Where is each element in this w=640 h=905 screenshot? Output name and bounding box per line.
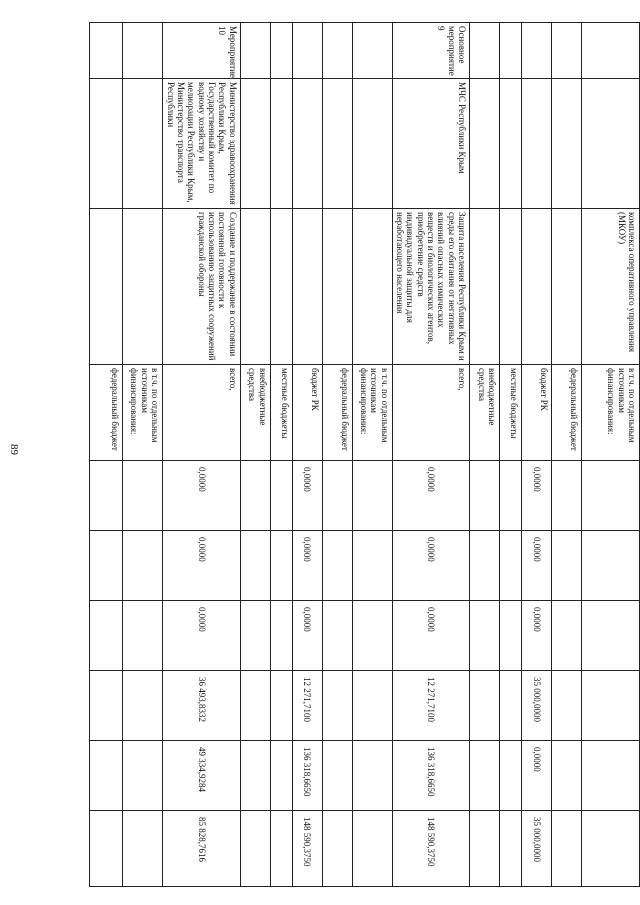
row-label-cell	[522, 23, 552, 79]
responsible-cell	[240, 79, 270, 209]
table-row	[240, 23, 270, 887]
responsible-cell	[292, 79, 322, 209]
value-cell	[470, 531, 500, 601]
value-cell	[123, 461, 163, 531]
source-cell: внебюджетные средства	[240, 365, 270, 461]
source-cell: в т.ч. по отдельным источникам финансирования:	[352, 365, 392, 461]
value-cell: 0,0000	[522, 461, 552, 531]
activity-cell: Создание и поддержание в состоянии постоянной готовности к использованию защитных сооружений гражданской обороны	[163, 209, 240, 365]
row-label-cell	[470, 23, 500, 79]
value-cell: 36 493,8332	[163, 671, 240, 741]
value-cell: 12 271,7100	[392, 671, 469, 741]
value-cell	[552, 461, 582, 531]
value-cell: 49 334,9284	[163, 741, 240, 811]
value-cell	[582, 461, 640, 531]
value-cell	[582, 741, 640, 811]
value-cell	[500, 531, 522, 601]
value-cell: 0,0000	[522, 531, 552, 601]
row-label-cell	[352, 23, 392, 79]
value-cell	[123, 601, 163, 671]
value-cell	[270, 531, 292, 601]
source-cell: всего,	[392, 365, 469, 461]
page-number: 89	[8, 444, 20, 455]
value-cell	[552, 741, 582, 811]
value-cell	[90, 811, 123, 887]
row-label-cell	[123, 23, 163, 79]
table-row	[522, 23, 552, 887]
value-cell	[582, 811, 640, 887]
row-label-cell	[90, 23, 123, 79]
row-label-cell	[292, 23, 322, 79]
budget-table-sheet	[105, 22, 640, 886]
responsible-cell	[322, 79, 352, 209]
value-cell: 0,0000	[522, 601, 552, 671]
value-cell	[352, 741, 392, 811]
activity-cell	[522, 209, 552, 365]
row-label-cell	[240, 23, 270, 79]
table-row	[470, 23, 500, 887]
row-label-cell	[322, 23, 352, 79]
value-cell	[500, 811, 522, 887]
responsible-cell	[470, 79, 500, 209]
source-cell: федеральный бюджет	[90, 365, 123, 461]
value-cell	[470, 671, 500, 741]
value-cell	[470, 461, 500, 531]
value-cell	[470, 741, 500, 811]
table-row	[163, 23, 240, 887]
value-cell	[552, 671, 582, 741]
value-cell	[270, 671, 292, 741]
value-cell: 0,0000	[392, 531, 469, 601]
source-cell: бюджет РК	[522, 365, 552, 461]
value-cell: 85 828,7616	[163, 811, 240, 887]
value-cell	[90, 461, 123, 531]
value-cell	[270, 811, 292, 887]
value-cell	[322, 741, 352, 811]
table-row	[582, 23, 640, 887]
responsible-cell: Министерство здравоохранения Республики Крым, Государственный комитет по водному хозяйству и мелиорации Республики Крым, Министерство транспорта Республики	[163, 79, 240, 209]
value-cell	[552, 811, 582, 887]
row-label-cell	[500, 23, 522, 79]
value-cell	[500, 741, 522, 811]
row-label-cell: Мероприятие 10	[163, 23, 240, 79]
value-cell	[322, 601, 352, 671]
value-cell: 12 271,7100	[292, 671, 322, 741]
value-cell	[352, 601, 392, 671]
responsible-cell	[123, 79, 163, 209]
value-cell	[240, 741, 270, 811]
activity-cell	[470, 209, 500, 365]
value-cell	[582, 671, 640, 741]
budget-table	[89, 22, 640, 887]
activity-cell	[123, 209, 163, 365]
value-cell	[470, 811, 500, 887]
row-label-cell: Основное мероприятие 9	[392, 23, 469, 79]
value-cell	[90, 741, 123, 811]
value-cell	[352, 531, 392, 601]
value-cell	[500, 461, 522, 531]
value-cell	[90, 531, 123, 601]
activity-cell	[240, 209, 270, 365]
value-cell: 0,0000	[163, 531, 240, 601]
value-cell	[123, 741, 163, 811]
table-row	[500, 23, 522, 887]
responsible-cell	[522, 79, 552, 209]
value-cell: 0,0000	[392, 461, 469, 531]
table-row	[322, 23, 352, 887]
source-cell: внебюджетные средства	[470, 365, 500, 461]
activity-cell	[90, 209, 123, 365]
table-row	[352, 23, 392, 887]
value-cell	[240, 531, 270, 601]
value-cell	[240, 601, 270, 671]
responsible-cell	[270, 79, 292, 209]
responsible-cell	[582, 79, 640, 209]
value-cell: 0,0000	[163, 601, 240, 671]
value-cell: 136 318,6650	[392, 741, 469, 811]
activity-cell	[322, 209, 352, 365]
value-cell: 0,0000	[292, 601, 322, 671]
value-cell: 0,0000	[163, 461, 240, 531]
row-label-cell	[270, 23, 292, 79]
value-cell: 148 590,3750	[392, 811, 469, 887]
value-cell: 136 318,6650	[292, 741, 322, 811]
value-cell	[500, 671, 522, 741]
responsible-cell	[352, 79, 392, 209]
value-cell	[270, 461, 292, 531]
source-cell: федеральный бюджет	[322, 365, 352, 461]
source-cell: бюджет РК	[292, 365, 322, 461]
responsible-cell: МЧС Республики Крым	[392, 79, 469, 209]
value-cell	[582, 531, 640, 601]
value-cell	[123, 531, 163, 601]
activity-cell	[292, 209, 322, 365]
value-cell: 0,0000	[392, 601, 469, 671]
source-cell: федеральный бюджет	[552, 365, 582, 461]
value-cell	[270, 741, 292, 811]
source-cell: местные бюджеты	[270, 365, 292, 461]
responsible-cell	[90, 79, 123, 209]
activity-cell: Защита населения Республики Крым и среды его обитания от негативных влияний опасных химических веществ и биологических агентов, приобретение средств индивидуальной защиты для неработающего населения	[392, 209, 469, 365]
value-cell: 0,0000	[292, 531, 322, 601]
responsible-cell	[552, 79, 582, 209]
table-row	[123, 23, 163, 887]
activity-cell	[352, 209, 392, 365]
value-cell	[240, 461, 270, 531]
value-cell	[322, 671, 352, 741]
table-row	[270, 23, 292, 887]
value-cell	[552, 531, 582, 601]
table-row	[292, 23, 322, 887]
source-cell: всего,	[163, 365, 240, 461]
activity-cell	[270, 209, 292, 365]
value-cell: 0,0000	[522, 741, 552, 811]
value-cell	[352, 461, 392, 531]
source-cell: местные бюджеты	[500, 365, 522, 461]
value-cell: 35 000,0000	[522, 811, 552, 887]
value-cell: 0,0000	[292, 461, 322, 531]
value-cell	[322, 461, 352, 531]
value-cell: 35 000,0000	[522, 671, 552, 741]
value-cell: 148 590,3750	[292, 811, 322, 887]
value-cell	[240, 671, 270, 741]
value-cell	[123, 671, 163, 741]
source-cell: в т.ч. по отдельным источникам финансирования:	[123, 365, 163, 461]
row-label-cell	[552, 23, 582, 79]
value-cell	[123, 811, 163, 887]
value-cell	[90, 601, 123, 671]
value-cell	[470, 601, 500, 671]
table-row	[90, 23, 123, 887]
source-cell: в т.ч. по отдельным источникам финансирования:	[582, 365, 640, 461]
value-cell	[582, 601, 640, 671]
activity-cell	[552, 209, 582, 365]
value-cell	[500, 601, 522, 671]
activity-cell: комплекса оперативного управления (МКОУ)	[582, 209, 640, 365]
value-cell	[270, 601, 292, 671]
value-cell	[322, 811, 352, 887]
table-row	[552, 23, 582, 887]
activity-cell	[500, 209, 522, 365]
value-cell	[352, 811, 392, 887]
value-cell	[552, 601, 582, 671]
value-cell	[240, 811, 270, 887]
rotated-page	[50, 0, 640, 905]
value-cell	[90, 671, 123, 741]
value-cell	[322, 531, 352, 601]
table-row	[392, 23, 469, 887]
responsible-cell	[500, 79, 522, 209]
row-label-cell	[582, 23, 640, 79]
value-cell	[352, 671, 392, 741]
